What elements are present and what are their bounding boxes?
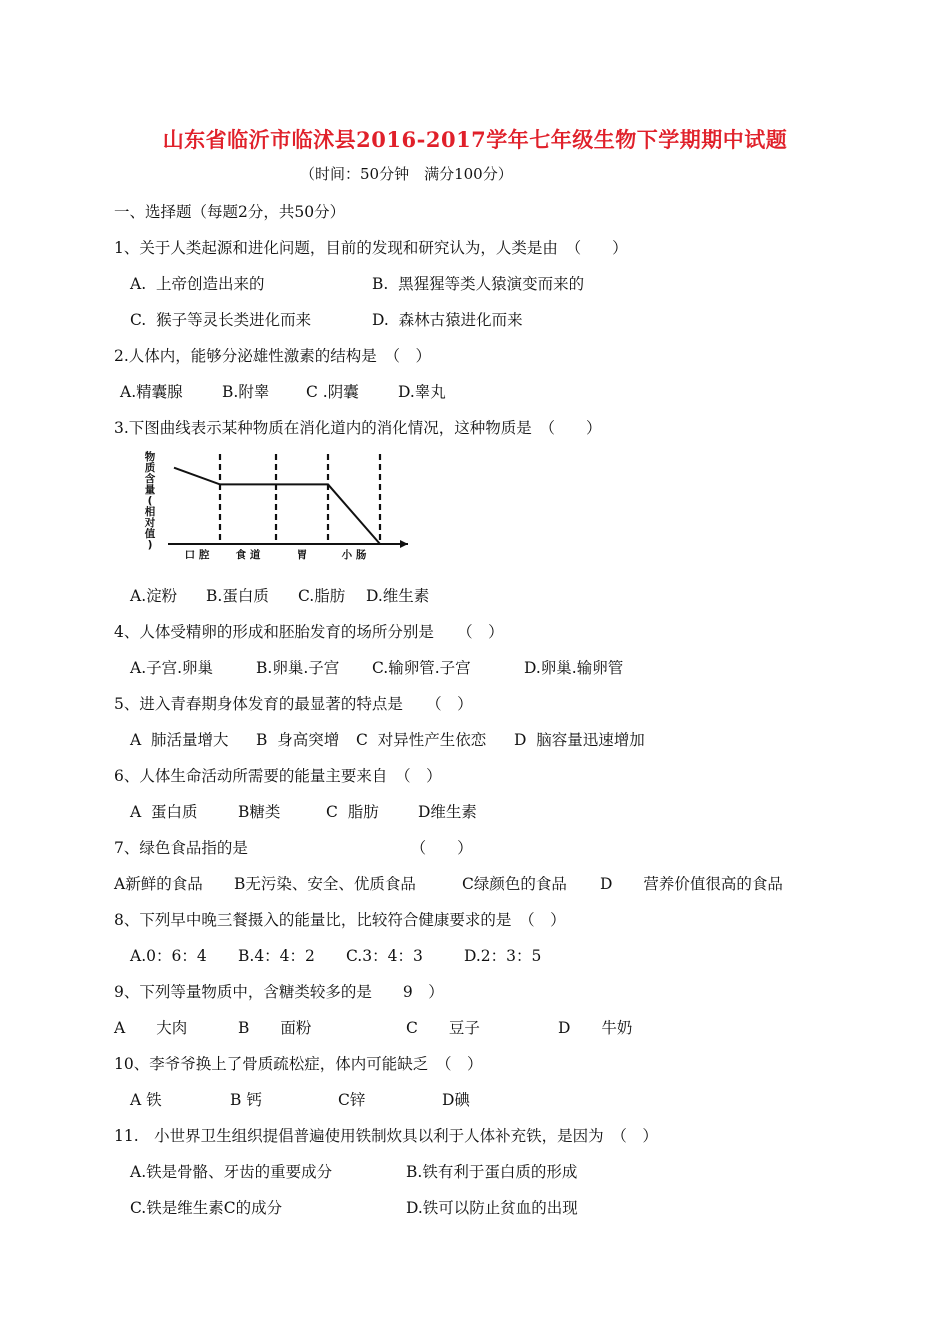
question-6: 6、人体生命活动所需要的能量主要来自 （ ） — [114, 767, 442, 785]
q4-option-a: A.子宫.卵巢 — [130, 659, 214, 677]
question-4: 4、人体受精卵的形成和胚胎发育的场所分别是 （ ） — [114, 623, 504, 641]
question-7: 7、绿色食品指的是 （ ） — [114, 839, 473, 857]
q5-option-c: C 对异性产生依恋 — [356, 731, 487, 749]
chart-tick-label-0: 口 腔 — [184, 549, 210, 561]
chart-tick-label-1: 食 道 — [235, 549, 261, 561]
q8-option-a: A.0：6：4 — [130, 947, 207, 965]
chart-dividers — [220, 454, 380, 544]
q6-option-d: D维生素 — [418, 803, 477, 821]
q2-option-a: A.精囊腺 — [120, 383, 183, 401]
question-2: 2.人体内，能够分泌雄性激素的结构是 （ ） — [114, 347, 432, 365]
q2-option-d: D.睾丸 — [398, 383, 446, 401]
question-8: 8、下列早中晚三餐摄入的能量比，比较符合健康要求的是 （ ） — [114, 911, 566, 929]
exam-subtitle: （时间：50分钟 满分100分） — [300, 165, 513, 183]
digestion-chart — [140, 448, 420, 564]
question-1: 1、关于人类起源和进化问题，目前的发现和研究认为，人类是由 （ ） — [114, 239, 628, 257]
q4-option-c: C.输卵管.子宫 — [372, 659, 471, 677]
exam-title: 山东省临沂市临沭县2016-2017学年七年级生物下学期期中试题 — [162, 127, 788, 152]
q10-option-a: A 铁 — [130, 1091, 162, 1109]
chart-axes — [168, 540, 408, 548]
q1-option-c: C. 猴子等灵长类进化而来 — [130, 311, 312, 329]
q8-option-c: C.3：4：3 — [346, 947, 423, 965]
q2-option-b: B.附睾 — [222, 383, 270, 401]
q3-option-c: C.脂肪 — [298, 587, 346, 605]
q5-option-a: A 肺活量增大 — [130, 731, 229, 749]
q11-option-c: C.铁是维生素C的成分 — [130, 1199, 283, 1217]
q3-option-d: D.维生素 — [366, 587, 430, 605]
q8-option-b: B.4：4：2 — [238, 947, 315, 965]
q7-option-d: D 营养价值很高的食品 — [600, 875, 783, 893]
chart-tick-label-3: 小 肠 — [341, 549, 367, 561]
q11-option-a: A.铁是骨骼、牙齿的重要成分 — [130, 1163, 333, 1181]
q1-option-b: B. 黑猩猩等类人猿演变而来的 — [372, 275, 585, 293]
q10-option-d: D碘 — [442, 1091, 470, 1109]
q4-option-d: D.卵巢.输卵管 — [524, 659, 624, 677]
q11-option-b: B.铁有利于蛋白质的形成 — [406, 1163, 578, 1181]
q8-option-d: D.2：3：5 — [464, 947, 542, 965]
q7-option-b: B无污染、安全、优质食品 — [234, 875, 416, 893]
q11-option-d: D.铁可以防止贫血的出现 — [406, 1199, 578, 1217]
q6-option-a: A 蛋白质 — [130, 803, 198, 821]
chart-tick-labels — [185, 548, 367, 561]
question-11: 11. 小世界卫生组织提倡普遍使用铁制炊具以利于人体补充铁，是因为 （ ） — [114, 1127, 658, 1145]
q7-option-a: A新鲜的食品 — [114, 875, 203, 893]
q9-option-b: B 面粉 — [238, 1019, 312, 1037]
q6-option-b: B糖类 — [238, 803, 281, 821]
chart-ylabel-text: 物质含量(相对值) — [144, 451, 156, 551]
q5-option-b: B 身高突增 — [256, 731, 340, 749]
question-10: 10、李爷爷换上了骨质疏松症，体内可能缺乏 （ ） — [114, 1055, 483, 1073]
question-5: 5、进入青春期身体发育的最显著的特点是 （ ） — [114, 695, 473, 713]
q10-option-c: C锌 — [338, 1091, 366, 1109]
q2-option-c: C .阴囊 — [306, 383, 359, 401]
q1-option-a: A. 上帝创造出来的 — [130, 275, 265, 293]
q9-option-d: D 牛奶 — [558, 1019, 633, 1037]
q9-option-a: A 大肉 — [114, 1019, 188, 1037]
q7-option-c: C绿颜色的食品 — [462, 875, 567, 893]
section-heading: 一、选择题（每题2分，共50分） — [114, 203, 346, 221]
q3-option-b: B.蛋白质 — [206, 587, 269, 605]
chart-tick-label-2: 胃 — [296, 549, 308, 561]
q9-option-c: C 豆子 — [406, 1019, 480, 1037]
question-9: 9、下列等量物质中，含糖类较多的是 9 ） — [114, 983, 444, 1001]
chart-ylabel — [144, 450, 156, 551]
q1-option-d: D. 森林古猿进化而来 — [372, 311, 523, 329]
q10-option-b: B 钙 — [230, 1091, 262, 1109]
q5-option-d: D 脑容量迅速增加 — [514, 731, 645, 749]
question-3: 3.下图曲线表示某种物质在消化道内的消化情况，这种物质是 （ ） — [114, 419, 602, 437]
q3-option-a: A.淀粉 — [130, 587, 178, 605]
q4-option-b: B.卵巢.子宫 — [256, 659, 340, 677]
q6-option-c: C 脂肪 — [326, 803, 379, 821]
chart-x-arrow — [400, 540, 408, 548]
